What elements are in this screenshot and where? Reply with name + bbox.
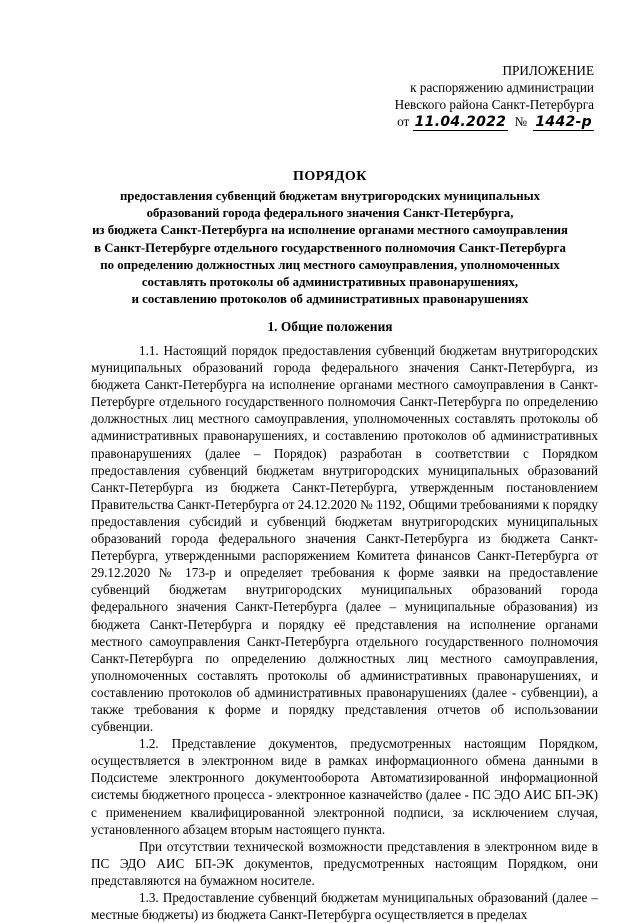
subtitle-line: составлять протоколы об административных правонарушениях,: [141, 275, 519, 290]
appendix-line-2: Невского района Санкт-Петербурга: [394, 97, 594, 112]
subtitle-line: по определению должностных лиц местного самоуправления, уполномоченных: [100, 257, 560, 272]
body-text: [91, 342, 598, 923]
subtitle-line: образований города федерального значения Санкт-Петербурга,: [146, 206, 514, 221]
subtitle-line: предоставления субвенций бюджетам внутригородских муниципальных: [119, 189, 541, 203]
appendix-header: [334, 62, 594, 131]
handwritten-number: 1442-р: [535, 114, 592, 130]
document-title: ПОРЯДОК: [293, 169, 367, 184]
paragraph-1-2: 1.2. Представление документов, предусмотренных настоящим Порядком, осуществляется в электронном виде в рамках информационного обмена данными в Подсистеме электронного документооборота Автоматизированной информационной системы бюджетного процесса - электронное казначейство (далее - ПС ЭДО АИС БП-ЭК) с применением квалифицированной электронной подписи, за исключением случая, установленного абзацем вторым настоящего пункта.: [91, 736, 598, 837]
subtitle-line: и составлению протоколов об административных правонарушениях: [131, 292, 529, 307]
subtitle-line: из бюджета Санкт-Петербурга на исполнение органами местного самоуправления: [92, 223, 568, 238]
from-label: от: [397, 114, 410, 129]
paragraph-1-2-second: При отсутствии технической возможности представления в электронном виде в ПС ЭДО АИС БП-ЭК документов, предусмотренных настоящим Порядком, они представляются на бумажном носителе.: [91, 838, 598, 888]
section-heading: 1. Общие положения: [267, 319, 393, 334]
paragraph-1-3: 1.3. Предоставление субвенций бюджетам муниципальных образований (далее – местные бюджеты) из бюджета Санкт-Петербурга осуществляется в пределах: [91, 890, 598, 923]
handwritten-date: 11.04.2022: [414, 114, 507, 130]
subtitle-line: в Санкт-Петербурге отдельного государственного полномочия Санкт-Петербурга: [94, 240, 566, 255]
appendix-date-line: [334, 113, 594, 131]
appendix-label: ПРИЛОЖЕНИЕ: [502, 63, 594, 78]
number-sign: №: [514, 114, 528, 129]
document-subtitle: [60, 188, 600, 308]
appendix-line-1: к распоряжению администрации: [410, 80, 594, 95]
title-block: [60, 168, 600, 308]
paragraph-1-1: 1.1. Настоящий порядок предоставления субвенций бюджетам внутригородских муниципальных образований города федерального значения Санкт-Петербурга, из бюджета Санкт-Петербурга на исполнение органами местного самоуправления в Санкт-Петербурге отдельного государственного полномочия Санкт-Петербурга по определению должностных лиц местного самоуправления, уполномоченных составлять протоколы об административных правонарушениях, и составлению протоколов об административных правонарушениях (далее – Порядок) разработан в соответствии с Порядком предоставления субвенций бюджетам внутригородских муниципальных образований Санкт-Петербурга из бюджета Санкт-Петербурга, утвержденным постановлением Правительства Санкт-Петербурга от 24.12.2020 № 1192, Общими требованиями к порядку предоставления субсидий и субвенций бюджетам внутригородских муниципальных образований города федерального значения Санкт-Петербурга из бюджета Санкт-Петербурга, утвержденными распоряжением Комитета финансов Санкт-Петербурга от 29.12.2020 № 173-р и определяет требования к форме заявки на предоставление субвенций бюджетам внутригородских муниципальных образований города федерального значения Санкт-Петербурга (далее – муниципальные образования) из бюджета Санкт-Петербурга и порядку её представления на исполнение органами местного самоуправления Санкт-Петербурга отдельного государственного полномочия Санкт-Петербурга по определению должностных лиц местного самоуправления, уполномоченных составлять протоколы об административных правонарушениях, и составлению протоколов об административных правонарушениях (далее - субвенции), а также требования к форме и порядку представления отчетов об использовании субвенции.: [91, 343, 598, 735]
